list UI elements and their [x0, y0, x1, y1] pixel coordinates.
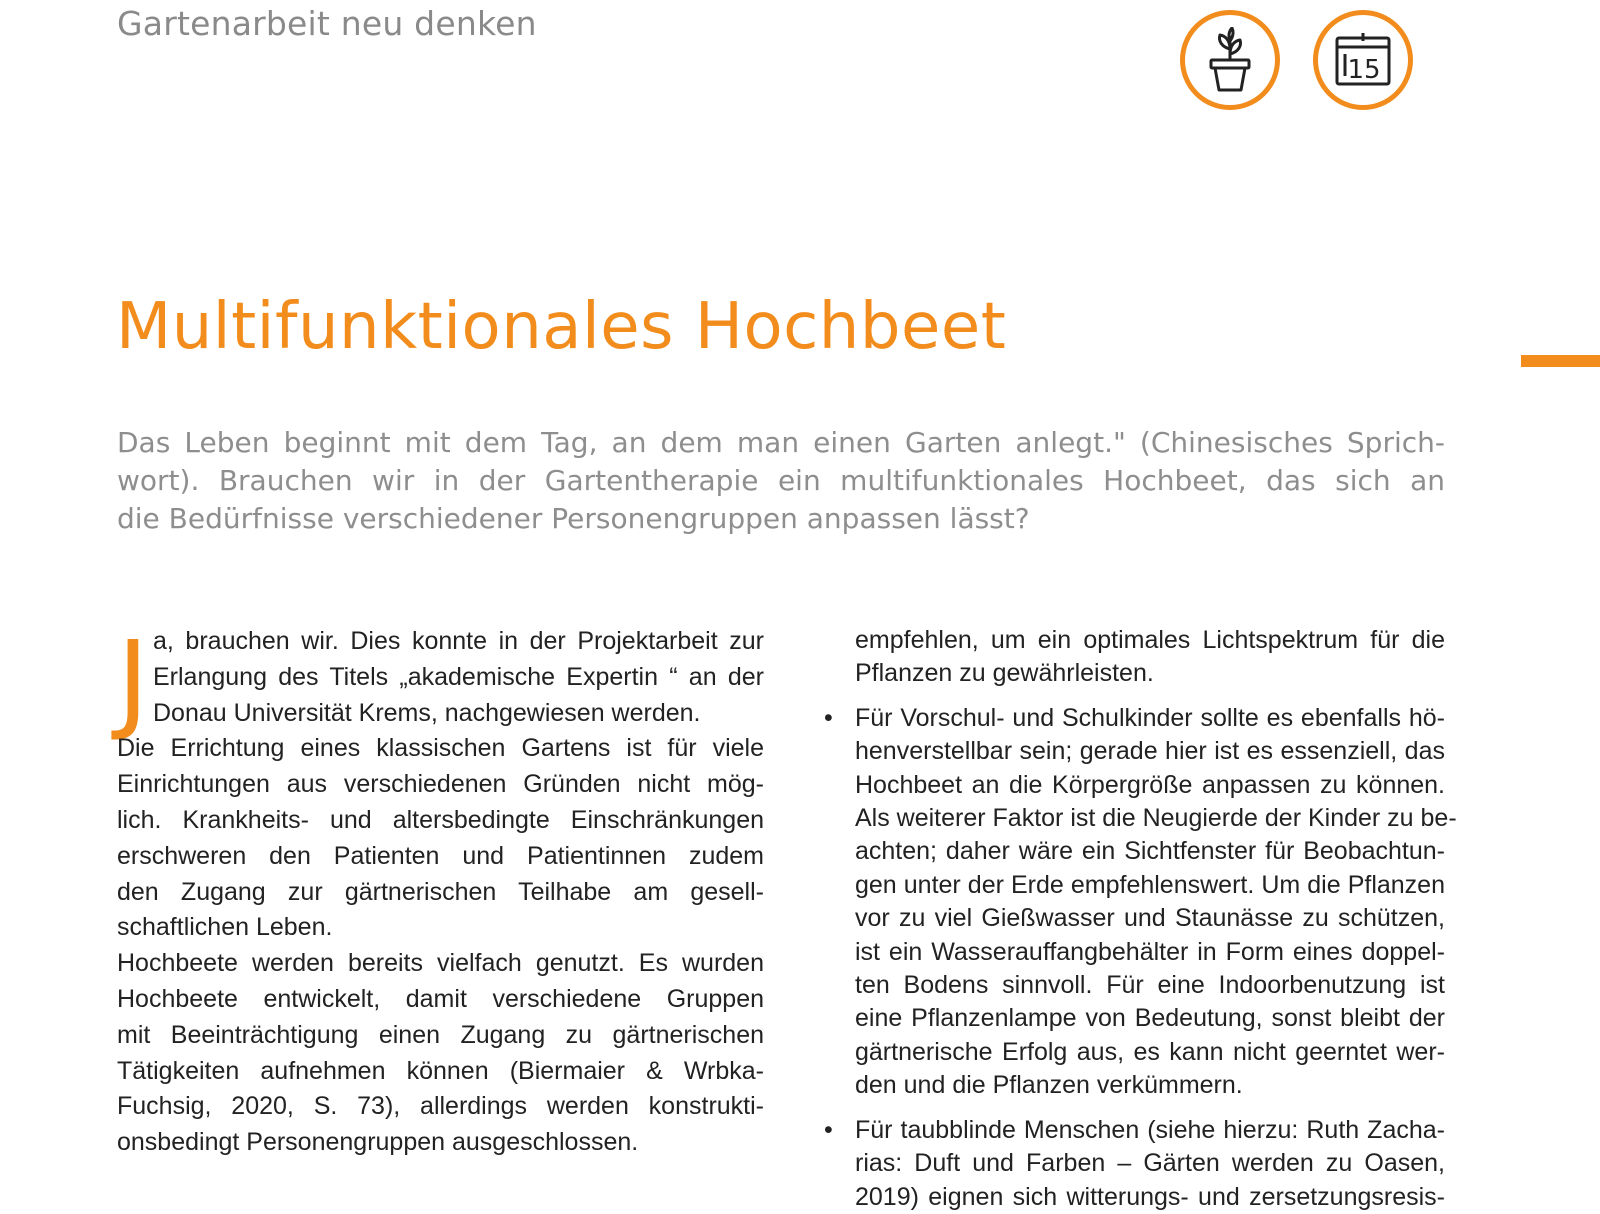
bullet-item: [824, 702, 1457, 1103]
plant-pot-icon: [1180, 10, 1280, 110]
text-line: achten; daher wäre ein Sichtfenster für Beobachtun-: [855, 837, 1445, 866]
text-line: Hochbeete werden bereits vielfach genutzt. Es wurden: [117, 949, 764, 978]
text-line: ist ein Wasserauffangbehälter in Form eines doppel-: [855, 937, 1445, 966]
text-line: gärtnerische Erfolg aus, es kann nicht geerntet wer-: [855, 1037, 1445, 1066]
text-line: eine Pflanzenlampe von Bedeutung, sonst bleibt der: [855, 1004, 1445, 1033]
text-line: Einrichtungen aus verschiedenen Gründen nicht mög-: [117, 770, 764, 799]
text-line: Als weiterer Faktor ist die Neugierde der Kinder zu be-: [855, 804, 1457, 833]
text-line: vor zu viel Gießwasser und Staunässe zu schützen,: [855, 904, 1445, 933]
text-line: Für taubblinde Menschen (siehe hierzu: Ruth Zacha-: [855, 1115, 1445, 1144]
text-line: Fuchsig, 2020, S. 73), allerdings werden konstrukti-: [117, 1092, 764, 1121]
text-line: Donau Universität Krems, nachgewiesen werden.: [153, 698, 701, 727]
left-column: [117, 619, 764, 1161]
bullet-icon: •: [824, 1115, 833, 1144]
text-line: schaftlichen Leben.: [117, 913, 333, 942]
lead-paragraph: [117, 424, 1445, 538]
section-label: Gartenarbeit neu denken: [117, 4, 537, 43]
text-line: henverstellbar sein; gerade hier ist es essenziell, das: [855, 737, 1445, 766]
text-line: Erlangung des Titels „akademische Expertin “ an der: [153, 662, 764, 691]
text-line: Hochbeete entwickelt, damit verschiedene Gruppen: [117, 984, 764, 1013]
text-line: gen unter der Erde empfehlenswert. Um die Pflanzen: [855, 870, 1445, 899]
text-line: Tätigkeiten aufnehmen können (Biermaier & Wrbka-: [117, 1056, 764, 1085]
lead-line: wort). Brauchen wir in der Gartentherapie ein multifunktionales Hochbeet, das sich an: [117, 464, 1445, 497]
text-line: Für Vorschul- und Schulkinder sollte es ebenfalls hö-: [855, 703, 1445, 732]
calendar-day: 15: [1347, 55, 1381, 85]
text-line: lich. Krankheits- und altersbedingte Einschränkungen: [117, 805, 764, 834]
bullet-icon: •: [824, 703, 833, 732]
accent-bar: [1521, 355, 1600, 367]
text-line: Pflanzen zu gewährleisten.: [855, 659, 1154, 688]
text-line: Hochbeet an die Körpergröße anpassen zu können.: [855, 770, 1445, 799]
text-line: den Zugang zur gärtnerischen Teilhabe am gesell-: [117, 877, 764, 906]
lead-line: die Bedürfnisse verschiedener Personengruppen anpassen lässt?: [117, 502, 1030, 535]
text-line: rias: Duft und Farben – Gärten werden zu Oasen,: [855, 1149, 1445, 1178]
text-line: erschweren den Patienten und Patientinnen zudem: [117, 841, 764, 870]
text-line: den und die Pflanzen verkümmern.: [855, 1071, 1243, 1100]
text-line: empfehlen, um ein optimales Lichtspektrum für die: [855, 626, 1445, 654]
text-line: Die Errichtung eines klassischen Gartens ist für viele: [117, 734, 764, 763]
calendar-icon: [1313, 10, 1413, 110]
page-title: Multifunktionales Hochbeet: [116, 290, 1007, 364]
drop-cap: J: [117, 619, 149, 744]
text-line: a, brauchen wir. Dies konnte in der Projektarbeit zur: [153, 627, 764, 655]
text-line: mit Beeinträchtigung einen Zugang zu gärtnerischen: [117, 1020, 764, 1049]
bullet-item: [824, 1114, 1445, 1214]
text-line: ten Bodens sinnvoll. Für eine Indoorbenutzung ist: [855, 971, 1445, 1000]
text-line: 2019) eignen sich witterungs- und zersetzungsresis-: [855, 1182, 1445, 1211]
continuation-paragraph: [855, 624, 1445, 691]
lead-line: Das Leben beginnt mit dem Tag, an dem man einen Garten anlegt." (Chinesisches Sprich-: [117, 426, 1445, 459]
text-line: onsbedingt Personengruppen ausgeschlossen.: [117, 1128, 639, 1157]
right-column: [824, 624, 1457, 1214]
